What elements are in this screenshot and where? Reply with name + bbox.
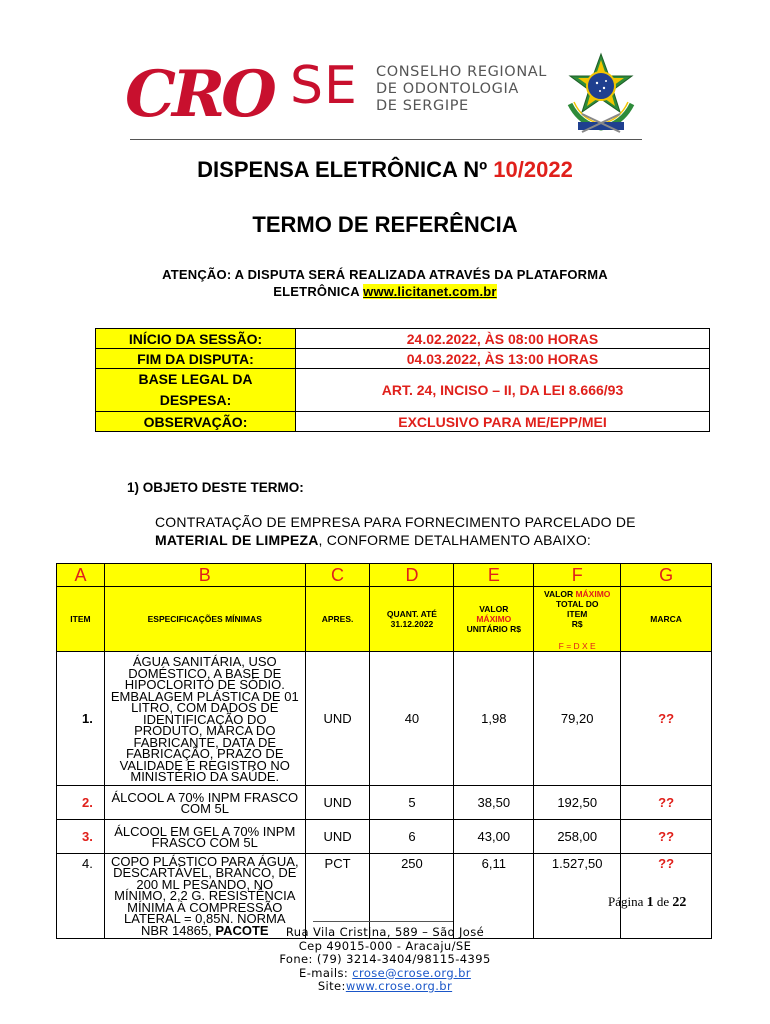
section-text-a: CONTRATAÇÃO DE EMPRESA PARA FORNECIMENTO PARCELADO DE bbox=[155, 514, 636, 530]
column-letters-row bbox=[57, 564, 712, 587]
header-quant bbox=[370, 587, 454, 652]
row-unit: 38,50 bbox=[454, 785, 534, 819]
session-start-value: 24.02.2022, ÀS 08:00 HORAS bbox=[296, 329, 710, 349]
section-text bbox=[155, 513, 705, 549]
footer-email-line bbox=[0, 967, 770, 981]
header-total-formula: F = D X E bbox=[558, 641, 596, 651]
notice-text: ATENÇÃO: A DISPUTA SERÁ REALIZADA ATRAVÉS DA PLATAFORMA ELETRÔNICA bbox=[162, 267, 608, 299]
header-total-3: TOTAL DO ITEM bbox=[555, 599, 599, 619]
row-item: 4. bbox=[57, 853, 105, 939]
table-row bbox=[57, 785, 712, 819]
header-divider bbox=[130, 139, 642, 140]
row-quant: 250 bbox=[370, 853, 454, 939]
footer-site-link[interactable]: www.crose.org.br bbox=[345, 979, 453, 993]
notice bbox=[120, 266, 650, 300]
header-total-2: MÁXIMO bbox=[575, 589, 611, 599]
header-spec: ESPECIFICAÇÕES MÍNIMAS bbox=[104, 587, 305, 652]
footer-divider bbox=[313, 921, 453, 922]
legal-basis-label-1: BASE LEGAL DA bbox=[138, 371, 253, 387]
footer-site-label: Site: bbox=[317, 979, 346, 993]
session-start-label: INÍCIO DA SESSÃO: bbox=[96, 329, 296, 349]
row-apres: UND bbox=[305, 785, 370, 819]
pager-current: 1 bbox=[646, 895, 654, 910]
section-heading: 1) OBJETO DESTE TERMO: bbox=[127, 480, 304, 495]
items-table bbox=[56, 563, 712, 939]
column-header-row bbox=[57, 587, 712, 652]
footer-cep: Cep 49015-000 - Aracaju/SE bbox=[298, 938, 472, 953]
footer-phone: Fone: (79) 3214-3404/98115-4395 bbox=[279, 952, 491, 966]
pager-prefix: Página bbox=[608, 894, 647, 909]
row-unit: 6,11 bbox=[454, 853, 534, 939]
row-quant: 5 bbox=[370, 785, 454, 819]
observation-value: EXCLUSIVO PARA ME/EPP/MEI bbox=[296, 412, 710, 432]
logo-se: SE bbox=[290, 56, 358, 116]
header-marca: MARCA bbox=[621, 587, 712, 652]
footer-email-label: E-mails: bbox=[299, 965, 353, 980]
legal-basis-label-2: DESPESA: bbox=[159, 392, 232, 408]
footer-email-link[interactable]: crose@crose.org.br bbox=[352, 965, 471, 980]
row-item: 2. bbox=[57, 785, 105, 819]
footer-address: Rua Vila Cristina, 589 – São José bbox=[285, 925, 485, 939]
brazil-coat-of-arms-icon bbox=[560, 52, 642, 136]
footer bbox=[0, 926, 770, 994]
col-letter-a: A bbox=[57, 564, 105, 587]
row-spec: ÁGUA SANITÁRIA, USO DOMÉSTICO, A BASE DE HIPOCLORITO DE SÓDIO. EMBALAGEM PLÁSTICA DE 01 LITRO, COM DADOS DE IDENTIFICAÇÃO DO PRODUTO, MARCA DO FABRICANTE, DATA DE FABRICAÇÃO, PRAZO DE VALIDADE E REGISTRO NO MINISTÉRIO DA SAÚDE. bbox=[104, 652, 305, 786]
row-quant: 6 bbox=[370, 819, 454, 853]
row-item: 3. bbox=[57, 819, 105, 853]
title-prefix: DISPENSA ELETRÔNICA Nº bbox=[197, 157, 494, 182]
col-letter-c: C bbox=[305, 564, 370, 587]
session-table bbox=[95, 328, 710, 432]
row-total: 258,00 bbox=[534, 819, 621, 853]
observation-label: OBSERVAÇÃO: bbox=[96, 412, 296, 432]
row-total: 79,20 bbox=[534, 652, 621, 786]
document-subtitle: TERMO DE REFERÊNCIA bbox=[252, 212, 518, 237]
header-unit-value bbox=[454, 587, 534, 652]
org-name bbox=[376, 64, 547, 115]
row-marca: ?? bbox=[621, 853, 712, 939]
pager-total: 22 bbox=[672, 895, 687, 910]
col-letter-e: E bbox=[454, 564, 534, 587]
row-marca: ?? bbox=[621, 819, 712, 853]
col-letter-g: G bbox=[621, 564, 712, 587]
cro-logo bbox=[123, 62, 288, 124]
header-total-value bbox=[534, 587, 621, 652]
header-unit-3: UNITÁRIO R$ bbox=[466, 624, 521, 634]
row-total: 192,50 bbox=[534, 785, 621, 819]
document-title bbox=[0, 157, 770, 183]
row-total: 1.527,50 bbox=[534, 853, 621, 939]
page-number bbox=[608, 894, 686, 911]
row-spec: ÁLCOOL EM GEL A 70% INPM FRASCO COM 5L bbox=[104, 819, 305, 853]
footer-site-line bbox=[0, 980, 770, 994]
section-text-b: , CONFORME DETALHAMENTO ABAIXO: bbox=[318, 532, 592, 548]
header-total-4: R$ bbox=[571, 619, 583, 629]
row-apres: UND bbox=[305, 819, 370, 853]
row-spec-b: PACOTE bbox=[215, 922, 269, 938]
col-letter-f: F bbox=[534, 564, 621, 587]
header-quant-text: QUANT. ATÉ 31.12.2022 bbox=[386, 609, 437, 629]
header-total-1: VALOR bbox=[543, 589, 576, 599]
col-letter-d: D bbox=[370, 564, 454, 587]
table-row bbox=[57, 819, 712, 853]
dispute-end-label: FIM DA DISPUTA: bbox=[96, 349, 296, 369]
row-apres: UND bbox=[305, 652, 370, 786]
notice-site-link[interactable]: www.licitanet.com.br bbox=[363, 284, 497, 299]
row-marca: ?? bbox=[621, 785, 712, 819]
row-unit: 1,98 bbox=[454, 652, 534, 786]
header-unit-1: VALOR bbox=[479, 604, 509, 614]
legal-basis-label bbox=[96, 369, 296, 412]
row-spec: ÁLCOOL A 70% INPM FRASCO COM 5L bbox=[104, 785, 305, 819]
section-text-bold: MATERIAL DE LIMPEZA bbox=[155, 532, 319, 548]
row-spec-a: COPO PLÁSTICO PARA ÁGUA, DESCARTÁVEL, BRANCO, DE 200 ML PESANDO, NO MÍNIMO, 2,2 G. RESISTÊNCIA MÍNIMA À COMPRESSÃO LATERAL = 0,85N. NORMA NBR 14865, bbox=[110, 853, 299, 938]
header-item: ITEM bbox=[57, 587, 105, 652]
org-line-2: DE ODONTOLOGIA bbox=[376, 81, 519, 97]
header-unit-2: MÁXIMO bbox=[476, 614, 512, 624]
dispute-end-value: 04.03.2022, ÀS 13:00 HORAS bbox=[296, 349, 710, 369]
cro-logo-text: CRO bbox=[125, 62, 273, 124]
org-line-1: CONSELHO REGIONAL bbox=[376, 64, 547, 80]
row-unit: 43,00 bbox=[454, 819, 534, 853]
col-letter-b: B bbox=[104, 564, 305, 587]
row-apres: PCT bbox=[305, 853, 370, 939]
title-number: 10/2022 bbox=[493, 157, 573, 182]
row-item: 1. bbox=[57, 652, 105, 786]
row-quant: 40 bbox=[370, 652, 454, 786]
header-apres: APRES. bbox=[305, 587, 370, 652]
row-marca: ?? bbox=[621, 652, 712, 786]
legal-basis-value: ART. 24, INCISO – II, DA LEI 8.666/93 bbox=[296, 369, 710, 412]
table-row bbox=[57, 652, 712, 786]
pager-mid: de bbox=[653, 894, 673, 909]
org-line-3: DE SERGIPE bbox=[376, 98, 469, 114]
